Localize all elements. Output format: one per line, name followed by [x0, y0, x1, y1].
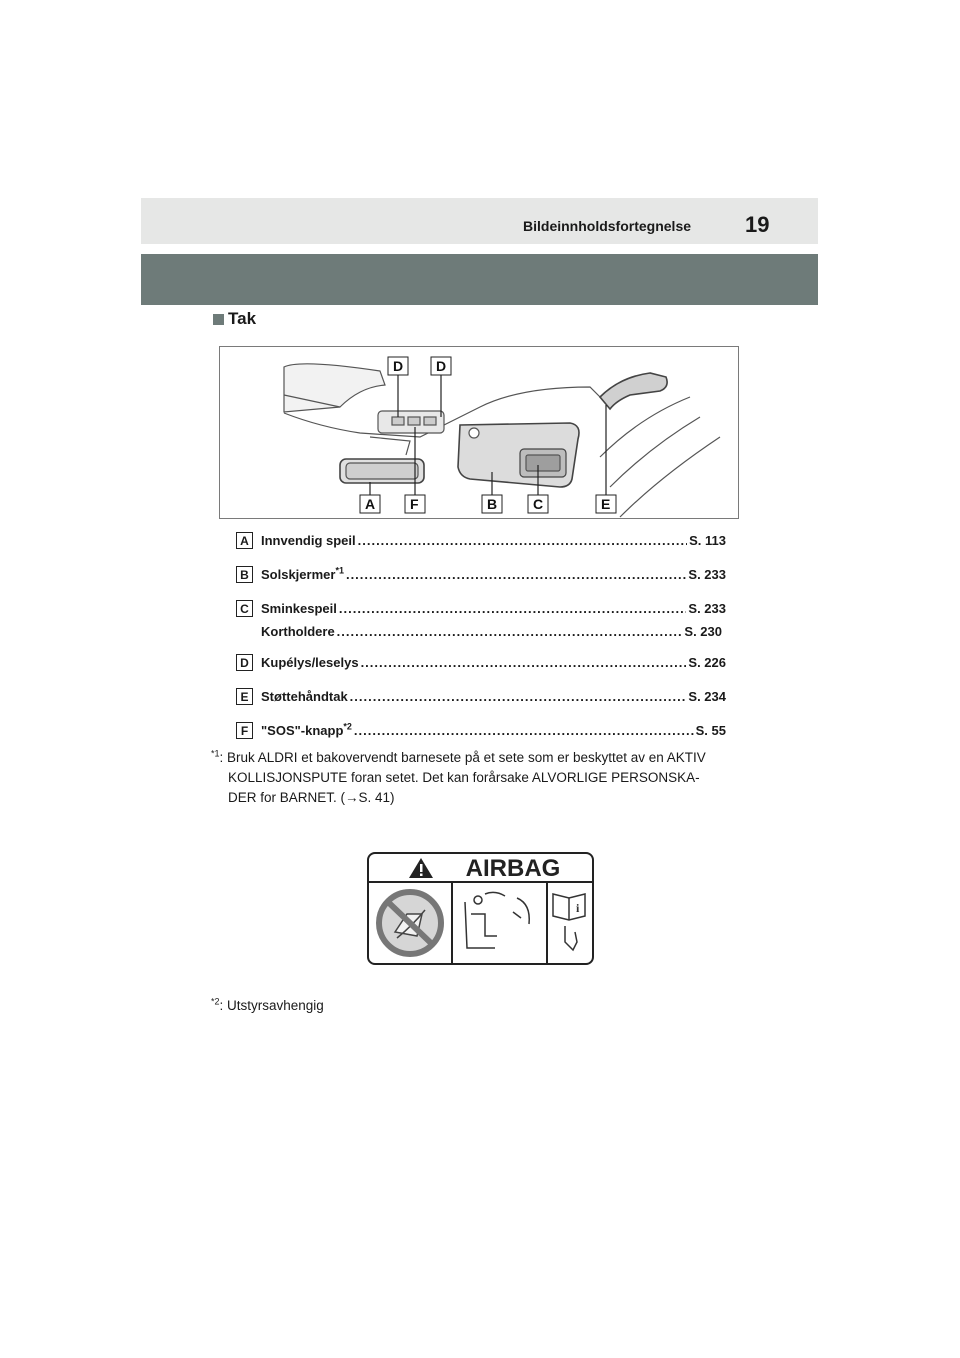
svg-text:i: i: [576, 901, 580, 915]
header-band: [141, 254, 818, 305]
entry-label: Innvendig speil: [261, 533, 356, 548]
airbag-word: AIRBAG: [465, 855, 561, 882]
footnote-text-2: KOLLISJONSPUTE foran setet. Det kan forårsake ALVORLIGE PERSONSKA-: [228, 770, 700, 785]
footnote-2: [211, 996, 511, 1016]
roof-illustration: [220, 347, 738, 518]
entry-page-ref[interactable]: S. 233: [688, 601, 726, 616]
callout-b-text: B: [487, 496, 498, 512]
sub-entry-kortholdere: [261, 624, 722, 639]
footnote-mark: *2: [211, 996, 220, 1007]
entry-page-ref[interactable]: S. 226: [688, 655, 726, 670]
footnote-text: : Utstyrsavhengig: [219, 998, 324, 1013]
section-heading: [213, 309, 256, 329]
callout-d2-text: D: [436, 358, 447, 374]
entry-d: [236, 654, 726, 671]
entry-f: [236, 722, 726, 739]
entry-letter: C: [236, 600, 253, 617]
airbag-warning-label: [367, 852, 594, 965]
roof-figure: [219, 346, 739, 519]
callout-e-text: E: [601, 496, 611, 512]
entry-label: Kupélys/leselys: [261, 655, 359, 670]
callout-f-text: F: [410, 496, 419, 512]
entry-label: Støttehåndtak: [261, 689, 348, 704]
entry-label: "SOS"-knapp: [261, 723, 344, 738]
entry-page-ref[interactable]: S. 55: [695, 723, 726, 738]
entry-label: Solskjermer: [261, 567, 336, 582]
no-rear-facing-seat-icon: [379, 892, 441, 954]
section-square-icon: [213, 314, 224, 325]
entry-c: [236, 600, 726, 617]
page-number: 19: [745, 212, 770, 237]
callout-a-text: A: [365, 496, 376, 512]
entry-page-ref[interactable]: S. 113: [689, 533, 726, 548]
section-title: Tak: [228, 309, 257, 328]
footnote-ref: *1: [335, 567, 344, 576]
entry-label: Sminkespeil: [261, 601, 337, 616]
entry-e: [236, 688, 726, 705]
entry-page-ref[interactable]: S. 233: [688, 567, 726, 582]
entry-page-ref[interactable]: S. 230: [684, 624, 722, 639]
header-bar: [141, 198, 818, 244]
callout-d1-text: D: [393, 358, 404, 374]
entry-letter: E: [236, 688, 253, 705]
entry-b: [236, 566, 726, 583]
entry-letter: B: [236, 566, 253, 583]
footnote-text-3: DER for BARNET. (→S. 41): [228, 790, 395, 805]
footnote-mark: *1: [211, 748, 220, 759]
footnote-1: [211, 748, 751, 808]
entry-label: Kortholdere: [261, 624, 335, 639]
footnote-ref: *2: [343, 723, 352, 732]
entry-a: [236, 532, 726, 549]
callout-c-text: C: [533, 496, 544, 512]
entry-letter: D: [236, 654, 253, 671]
header-title: Bildeinnholdsfortegnelse: [523, 218, 692, 234]
entry-letter: A: [236, 532, 253, 549]
entry-page-ref[interactable]: S. 234: [688, 689, 726, 704]
entry-letter: F: [236, 722, 253, 739]
footnote-text: : Bruk ALDRI et bakovervendt barnesete på et sete som er beskyttet av en AKTIV: [219, 750, 706, 765]
